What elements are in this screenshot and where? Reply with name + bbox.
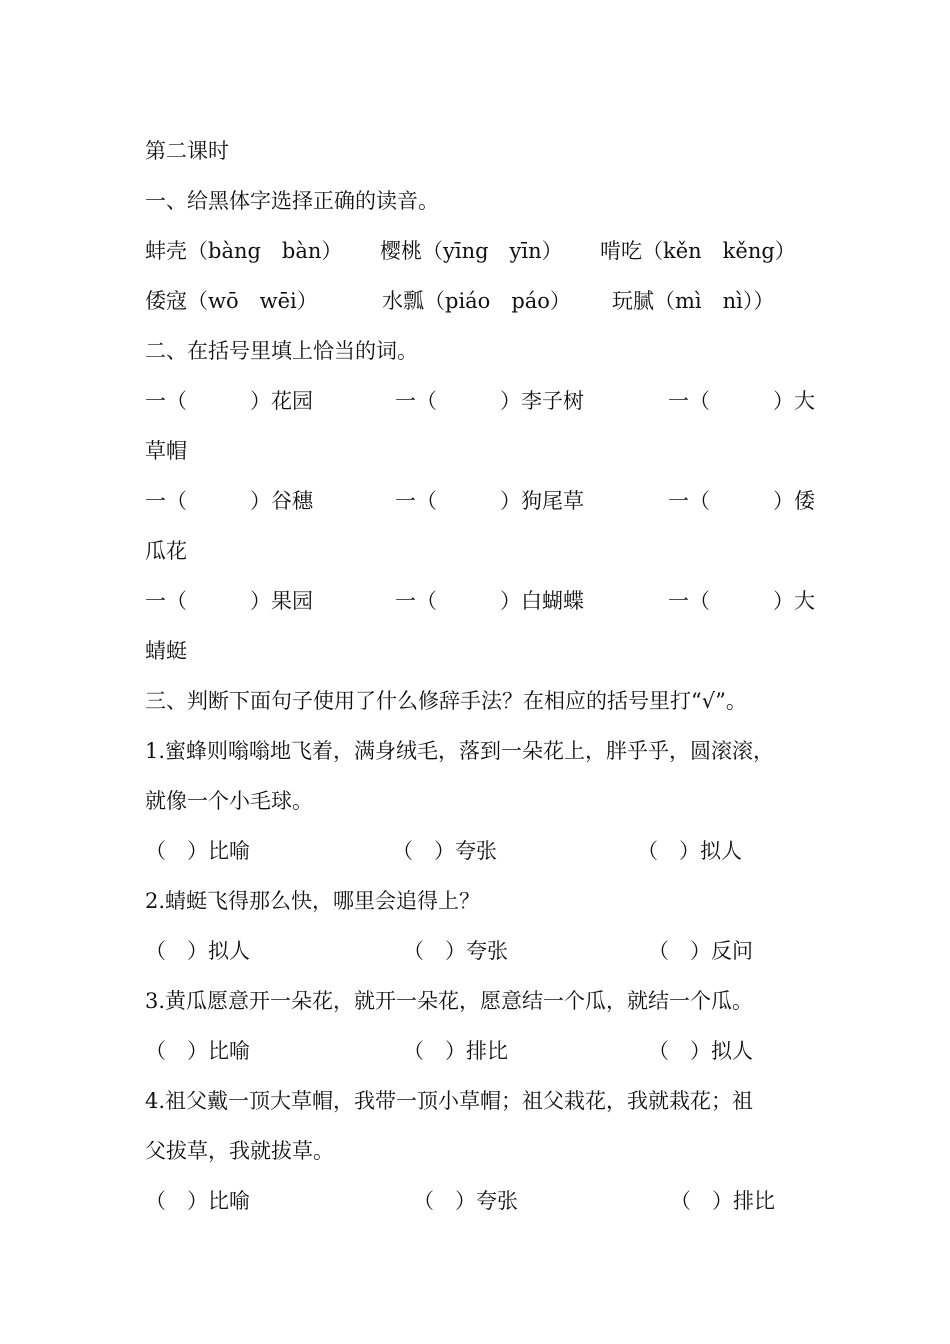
section2-heading: 二、在括号里填上恰当的词。	[145, 339, 418, 363]
page-title: 第二课时	[145, 139, 229, 163]
option-checkbox[interactable]: （ ）拟人	[637, 839, 742, 863]
pinyin-item: 蚌壳（bàng bàn）	[145, 239, 343, 263]
question-1-options	[145, 836, 845, 866]
fill-item: 一（ ）果园	[145, 589, 313, 613]
option-checkbox[interactable]: （ ）夸张	[413, 1189, 518, 1213]
question-4-text-cont: 父拔草，我就拔草。	[145, 1139, 334, 1163]
fill-row-1	[145, 386, 845, 416]
fill-item: 一（ ）狗尾草	[395, 489, 584, 513]
fill-row-2	[145, 486, 845, 516]
fill-item: 一（ ）倭	[668, 489, 815, 513]
option-checkbox[interactable]: （ ）比喻	[145, 1039, 250, 1063]
question-4-options	[145, 1186, 845, 1216]
pinyin-item: 樱桃（yīng yīn）	[380, 239, 563, 263]
question-2-text: 2.蜻蜓飞得那么快，哪里会追得上？	[145, 889, 481, 913]
option-checkbox[interactable]: （ ）拟人	[145, 939, 250, 963]
fill-item: 一（ ）大	[668, 389, 815, 413]
pinyin-row-1	[145, 236, 845, 266]
pinyin-item: 水瓢（piáo páo）	[382, 289, 571, 313]
fill-row-2-wrap: 瓜花	[145, 539, 187, 563]
question-1-text-cont: 就像一个小毛球。	[145, 789, 313, 813]
fill-item: 一（ ）白蝴蝶	[395, 589, 584, 613]
question-4-text: 4.祖父戴一顶大草帽，我带一顶小草帽；祖父栽花，我就栽花；祖	[145, 1089, 754, 1113]
option-checkbox[interactable]: （ ）比喻	[145, 1189, 250, 1213]
fill-row-3	[145, 586, 845, 616]
fill-item: 一（ ）李子树	[395, 389, 584, 413]
pinyin-item: 玩腻（mì nì））	[612, 289, 775, 313]
option-checkbox[interactable]: （ ）比喻	[145, 839, 250, 863]
question-3-options	[145, 1036, 845, 1066]
option-checkbox[interactable]: （ ）排比	[403, 1039, 508, 1063]
question-1-text: 1.蜜蜂则嗡嗡地飞着，满身绒毛，落到一朵花上，胖乎乎，圆滚滚，	[145, 739, 775, 763]
question-2-options	[145, 936, 845, 966]
option-checkbox[interactable]: （ ）反问	[648, 939, 753, 963]
pinyin-row-2	[145, 286, 845, 316]
fill-item: 一（ ）谷穗	[145, 489, 313, 513]
section1-heading: 一、给黑体字选择正确的读音。	[145, 189, 439, 213]
pinyin-item: 啃吃（kěn kěng）	[600, 239, 796, 263]
fill-row-1-wrap: 草帽	[145, 439, 187, 463]
option-checkbox[interactable]: （ ）排比	[670, 1189, 775, 1213]
option-checkbox[interactable]: （ ）夸张	[392, 839, 497, 863]
fill-row-3-wrap: 蜻蜓	[145, 639, 187, 663]
option-checkbox[interactable]: （ ）拟人	[648, 1039, 753, 1063]
pinyin-item: 倭寇（wō wēi）	[145, 289, 318, 313]
section3-heading: 三、判断下面句子使用了什么修辞手法？在相应的括号里打“√”。	[145, 689, 747, 713]
question-3-text: 3.黄瓜愿意开一朵花，就开一朵花，愿意结一个瓜，就结一个瓜。	[145, 989, 754, 1013]
fill-item: 一（ ）花园	[145, 389, 313, 413]
option-checkbox[interactable]: （ ）夸张	[403, 939, 508, 963]
fill-item: 一（ ）大	[668, 589, 815, 613]
